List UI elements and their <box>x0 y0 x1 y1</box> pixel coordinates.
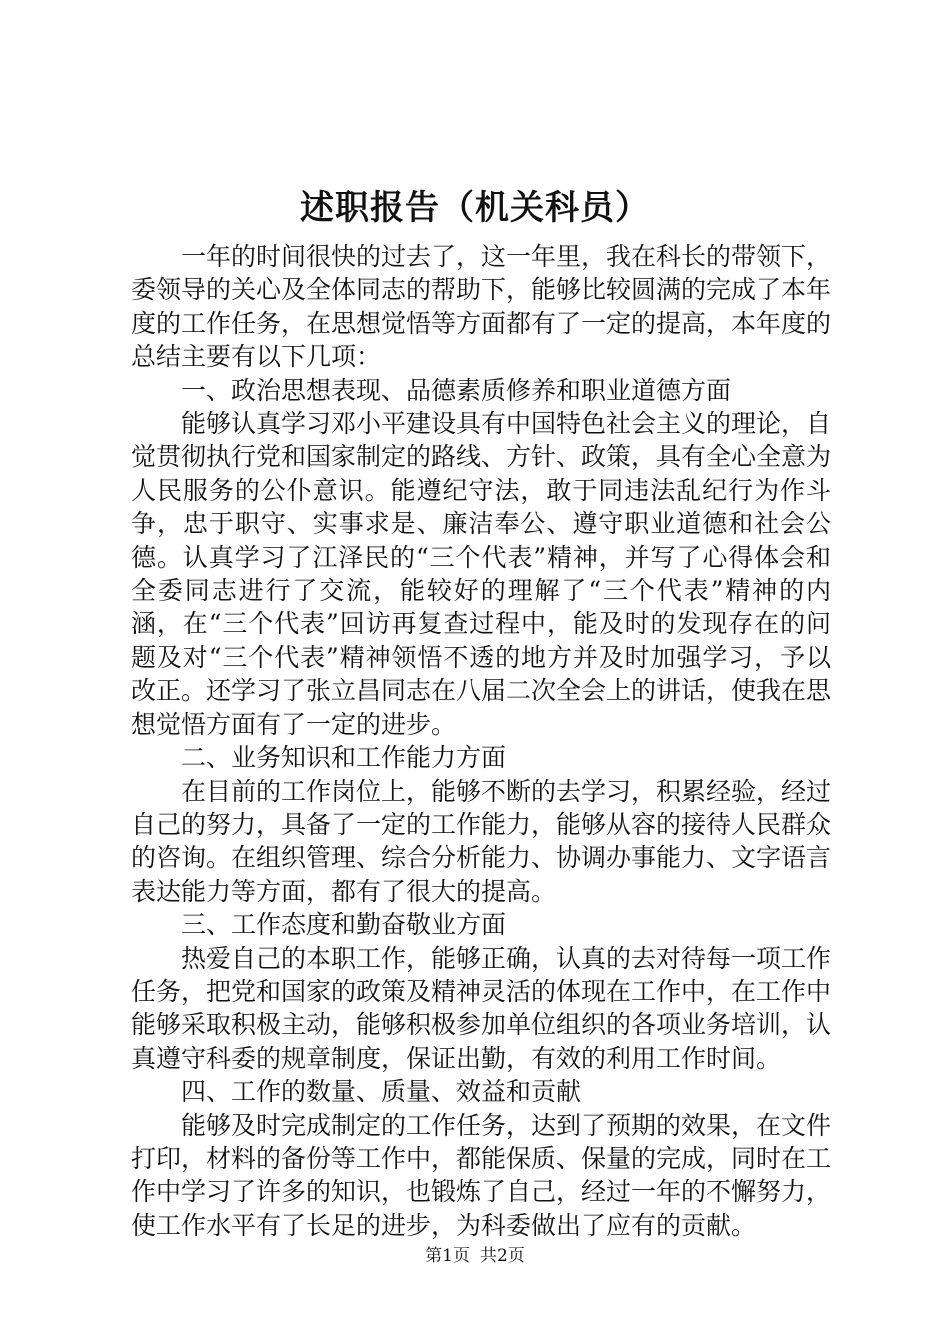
section-paragraph-4: 能够及时完成制定的工作任务，达到了预期的效果，在文件打印，材料的备份等工作中，都能保质、保量的完成，同时在工作中学习了许多的知识，也锻炼了自己，经过一年的不懈努力，使工作水平有了长足的进步，为科委做出了应有的贡献。 <box>131 1110 832 1240</box>
section-heading-2: 二、业务知识和工作能力方面 <box>181 743 507 773</box>
section-heading-3: 三、工作态度和勤奋敬业方面 <box>181 910 507 940</box>
page-number-current: 第1页 <box>425 1246 470 1266</box>
intro-paragraph: 一年的时间很快的过去了，这一年里，我在科长的带领下，委领导的关心及全体同志的帮助下，能够比较圆满的完成了本年度的工作任务，在思想觉悟等方面都有了一定的提高，本年度的总结主要有以下几项： <box>131 242 832 372</box>
section-paragraph-1: 能够认真学习邓小平建设具有中国特色社会主义的理论，自觉贯彻执行党和国家制定的路线、方针、政策，具有全心全意为人民服务的公仆意识。能遵纪守法，敢于同违法乱纪行为作斗争，忠于职守、实事求是、廉洁奉公、遵守职业道德和社会公德。认真学习了江泽民的“三个代表”精神，并写了心得体会和全委同志进行了交流，能较好的理解了“三个代表”精神的内涵，在“三个代表”回访再复查过程中，能及时的发现存在的问题及对“三个代表”精神领悟不透的地方并及时加强学习，予以改正。还学习了张立昌同志在八届二次全会上的讲话，使我在思想觉悟方面有了一定的进步。 <box>131 409 832 739</box>
document-title: 述职报告（机关科员） <box>300 188 650 228</box>
document-body <box>131 240 831 1242</box>
page-footer <box>0 1244 950 1268</box>
page-number-total: 共2页 <box>480 1246 525 1266</box>
section-heading-1: 一、政治思想表现、品德素质修养和职业道德方面 <box>181 375 732 405</box>
section-heading-4: 四、工作的数量、质量、效益和贡献 <box>181 1077 582 1107</box>
section-paragraph-2: 在目前的工作岗位上，能够不断的去学习，积累经验，经过自己的努力，具备了一定的工作能力，能够从容的接待人民群众的咨询。在组织管理、综合分析能力、协调办事能力、文字语言表达能力等方面，都有了很大的提高。 <box>131 776 832 906</box>
section-paragraph-3: 热爱自己的本职工作，能够正确，认真的去对待每一项工作任务，把党和国家的政策及精神灵活的体现在工作中，在工作中能够采取积极主动，能够积极参加单位组织的各项业务培训，认真遵守科委的规章制度，保证出勤，有效的利用工作时间。 <box>131 943 832 1073</box>
